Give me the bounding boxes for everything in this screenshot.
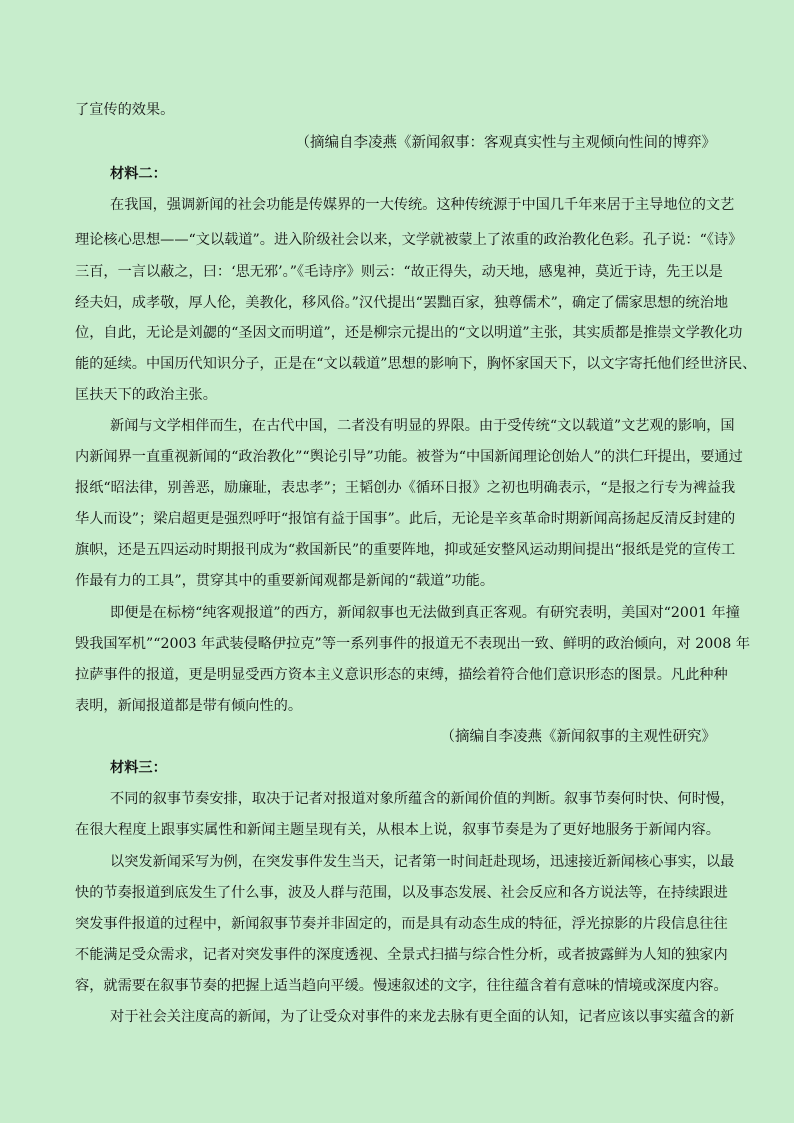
paragraph-line: 经夫妇，成孝敬，厚人伦，美教化，移风俗。”汉代提出“罢黜百家，独尊儒术”，确定了儒家思想的统治地 [75,295,729,311]
paragraph-line: 在我国，强调新闻的社会功能是传媒界的一大传统。这种传统源于中国几千年来居于主导地位的文艺 [110,197,735,213]
section-heading: 材料二： [110,166,167,182]
paragraph-line: 能的延续。中国历代知识分子，正是在“文以载道”思想的影响下，胸怀家国天下，以文字寄托他们经世济民、 [75,356,757,372]
paragraph-line: 作最有力的工具”，贯穿其中的重要新闻观都是新闻的“载道”功能。 [75,573,495,589]
source-citation: （摘编自李凌燕《新闻叙事的主观性研究》 [440,729,716,745]
paragraph-line: 报纸“昭法律，别善恶，励廉耻，表忠孝”；王韬创办《循环日报》之初也明确表示，“是报之行专为裨益我 [75,480,736,496]
source-citation: （摘编自李凌燕《新闻叙事：客观真实性与主观倾向性间的博弈》 [295,135,716,151]
paragraph-line: 毁我国军机”“2003 年武装侵略伊拉克”等一系列事件的报道无不表现出一致、鲜明的政治倾向，对 2008 年 [75,636,751,652]
paragraph-line: 了宣传的效果。 [75,102,175,118]
paragraph-line: 快的节奏报道到底发生了什么事，波及人群与范围，以及事态发展、社会反应和各方说法等，在持续跟进 [75,885,728,901]
paragraph-line: 即便是在标榜“纯客观报道”的西方，新闻叙事也无法做到真正客观。有研究表明，美国对“2001 年撞 [110,605,740,621]
paragraph-line: 在很大程度上跟事实属性和新闻主题呈现有关，从根本上说，叙事节奏是为了更好地服务于新闻内容。 [75,822,720,838]
paragraph-line: 新闻与文学相伴而生，在古代中国，二者没有明显的界限。由于受传统“文以载道”文艺观的影响，国 [110,418,735,434]
paragraph-line: 以突发新闻采写为例，在突发事件发生当天，记者第一时间赶赴现场，迅速接近新闻核心事实，以最 [110,854,735,870]
paragraph-line: 表明，新闻报道都是带有倾向性的。 [75,698,303,714]
paragraph-line: 内新闻界一直重视新闻的“政治教化”“舆论引导”功能。被誉为“中国新闻理论创始人”的洪仁玕提出，要通过 [75,449,743,465]
paragraph-line: 容，就需要在叙事节奏的把握上适当趋向平缓。慢速叙述的文字，往往蕴含着有意味的情境或深度内容。 [75,978,728,994]
paragraph-line: 突发事件报道的过程中，新闻叙事节奏并非固定的，而是具有动态生成的特征，浮光掠影的片段信息往往 [75,916,728,932]
section-heading: 材料三： [110,760,167,776]
paragraph-line: 不能满足受众需求，记者对突发事件的深度透视、全景式扫描与综合性分析，或者披露鲜为人知的独家内 [75,947,728,963]
paragraph-line: 位，自此，无论是刘勰的“圣因文而明道”，还是柳宗元提出的“文以明道”主张，其实质都是推崇文学教化功 [75,325,743,341]
paragraph-line: 华人而设”；梁启超更是强烈呼吁“报馆有益于国事”。此后，无论是辛亥革命时期新闻高扬起反清反封建的 [75,511,736,527]
paragraph-line: 旗帜，还是五四运动时期报刊成为“救国新民”的重要阵地，抑或延安整风运动期间提出“报纸是党的宣传工 [75,542,736,558]
paragraph-line: 理论核心思想——“文以载道”。进入阶级社会以来，文学就被蒙上了浓重的政治教化色彩。孔子说：“《诗》 [75,232,743,248]
paragraph-line: 不同的叙事节奏安排，取决于记者对报道对象所蕴含的新闻价值的判断。叙事节奏何时快、何时慢， [110,791,735,807]
paragraph-line: 对于社会关注度高的新闻，为了让受众对事件的来龙去脉有更全面的认知，记者应该以事实蕴含的新 [110,1009,735,1025]
paragraph-line: 三百，一言以蔽之，曰：‘思无邪’。”《毛诗序》则云：“故正得失，动天地，感鬼神，莫近于诗，先王以是 [75,264,723,280]
paragraph-line: 拉萨事件的报道，更是明显受西方资本主义意识形态的束缚，描绘着符合他们意识形态的图景。凡此种种 [75,667,728,683]
paragraph-line: 匡扶天下的政治主张。 [75,387,217,403]
